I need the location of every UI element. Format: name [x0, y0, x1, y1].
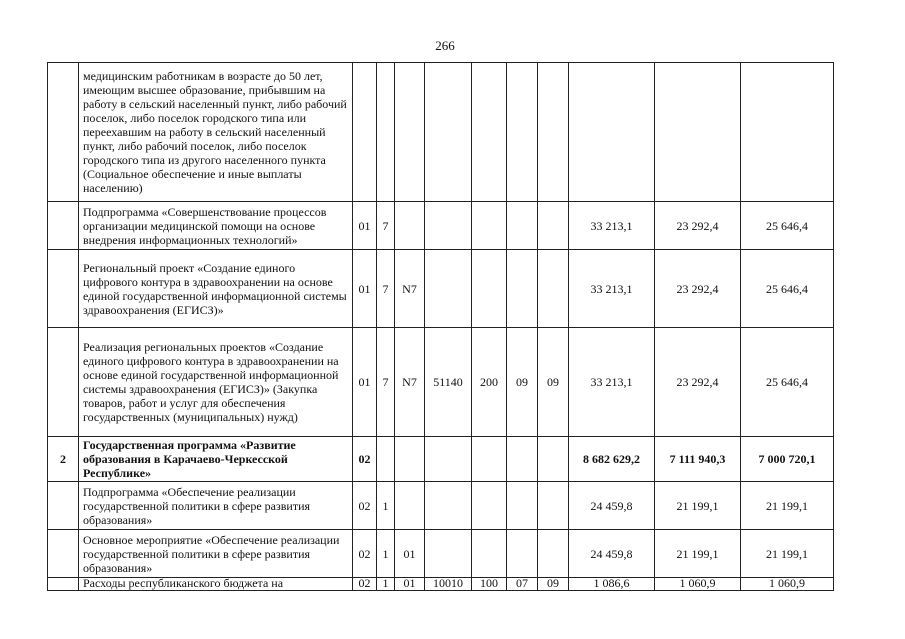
amount-year-3-cell: 21 199,1	[741, 482, 834, 530]
row-number-cell	[48, 250, 79, 328]
table-row	[48, 63, 834, 202]
row-number-cell	[48, 530, 79, 578]
expense-direction-code-cell: 10010	[425, 578, 472, 591]
expense-direction-code-cell	[425, 63, 472, 202]
program-code-cell: 02	[353, 578, 377, 591]
main-event-code-cell	[395, 63, 425, 202]
table-row	[48, 530, 834, 578]
amount-year-3-cell: 1 060,9	[741, 578, 834, 591]
table-row	[48, 437, 834, 482]
subprogram-code-cell: 1	[377, 530, 395, 578]
subprogram-code-cell: 7	[377, 202, 395, 250]
amount-year-2-cell: 7 111 940,3	[655, 437, 741, 482]
expense-direction-code-cell: 51140	[425, 328, 472, 437]
subsection-code-cell	[538, 482, 569, 530]
main-event-code-cell	[395, 437, 425, 482]
expense-direction-code-cell	[425, 250, 472, 328]
expense-type-code-cell	[472, 482, 507, 530]
section-code-cell	[507, 63, 538, 202]
section-code-cell	[507, 437, 538, 482]
amount-year-2-cell: 23 292,4	[655, 250, 741, 328]
page-number: 266	[435, 38, 455, 53]
amount-year-3-cell: 25 646,4	[741, 250, 834, 328]
main-event-code-cell	[395, 482, 425, 530]
subsection-code-cell	[538, 437, 569, 482]
row-number-cell	[48, 63, 79, 202]
amount-year-2-cell: 1 060,9	[655, 578, 741, 591]
expense-type-code-cell	[472, 202, 507, 250]
amount-year-1-cell: 33 213,1	[569, 328, 655, 437]
row-number-cell	[48, 578, 79, 591]
section-code-cell: 09	[507, 328, 538, 437]
table-row	[48, 328, 834, 437]
program-code-cell: 02	[353, 437, 377, 482]
amount-year-2-cell: 21 199,1	[655, 530, 741, 578]
amount-year-2-cell: 23 292,4	[655, 328, 741, 437]
row-number-cell: 2	[48, 437, 79, 482]
amount-year-2-cell: 23 292,4	[655, 202, 741, 250]
amount-year-2-cell: 21 199,1	[655, 482, 741, 530]
row-number-cell	[48, 328, 79, 437]
budget-table	[47, 62, 834, 591]
expense-direction-code-cell	[425, 530, 472, 578]
amount-year-1-cell: 33 213,1	[569, 250, 655, 328]
table-body	[48, 63, 834, 591]
amount-year-1-cell: 33 213,1	[569, 202, 655, 250]
expense-type-code-cell	[472, 530, 507, 578]
program-code-cell: 02	[353, 530, 377, 578]
subprogram-code-cell: 7	[377, 250, 395, 328]
expense-type-code-cell: 200	[472, 328, 507, 437]
subsection-code-cell	[538, 202, 569, 250]
amount-year-3-cell: 7 000 720,1	[741, 437, 834, 482]
program-code-cell: 01	[353, 328, 377, 437]
amount-year-3-cell: 25 646,4	[741, 328, 834, 437]
subprogram-code-cell: 7	[377, 328, 395, 437]
section-code-cell	[507, 250, 538, 328]
expense-type-code-cell	[472, 437, 507, 482]
section-code-cell: 07	[507, 578, 538, 591]
item-name-cell: Основное мероприятие «Обеспечение реализации государственной политики в сфере развития образования»	[79, 530, 353, 578]
expense-type-code-cell	[472, 63, 507, 202]
row-number-cell	[48, 482, 79, 530]
subsection-code-cell	[538, 63, 569, 202]
subprogram-code-cell: 1	[377, 578, 395, 591]
table-row	[48, 202, 834, 250]
program-code-cell: 01	[353, 250, 377, 328]
item-name-cell: Региональный проект «Создание единого цифрового контура в здравоохранении на основе единой государственной информационной системы здравоохранения (ЕГИСЗ)»	[79, 250, 353, 328]
section-code-cell	[507, 482, 538, 530]
program-code-cell: 01	[353, 202, 377, 250]
row-number-cell	[48, 202, 79, 250]
expense-type-code-cell	[472, 250, 507, 328]
subsection-code-cell	[538, 530, 569, 578]
amount-year-3-cell	[741, 63, 834, 202]
subprogram-code-cell: 1	[377, 482, 395, 530]
main-event-code-cell: 01	[395, 578, 425, 591]
subsection-code-cell: 09	[538, 578, 569, 591]
main-event-code-cell: 01	[395, 530, 425, 578]
subsection-code-cell	[538, 250, 569, 328]
amount-year-3-cell: 21 199,1	[741, 530, 834, 578]
amount-year-2-cell	[655, 63, 741, 202]
section-code-cell	[507, 530, 538, 578]
program-code-cell	[353, 63, 377, 202]
expense-direction-code-cell	[425, 437, 472, 482]
subprogram-code-cell	[377, 63, 395, 202]
table-row	[48, 578, 834, 591]
subsection-code-cell: 09	[538, 328, 569, 437]
amount-year-1-cell: 8 682 629,2	[569, 437, 655, 482]
main-event-code-cell: N7	[395, 250, 425, 328]
main-event-code-cell	[395, 202, 425, 250]
item-name-cell: Подпрограмма «Обеспечение реализации государственной политики в сфере развития образования»	[79, 482, 353, 530]
expense-direction-code-cell	[425, 482, 472, 530]
program-code-cell: 02	[353, 482, 377, 530]
amount-year-1-cell: 1 086,6	[569, 578, 655, 591]
item-name-cell: Государственная программа «Развитие образования в Карачаево-Черкесской Республике»	[79, 437, 353, 482]
amount-year-3-cell: 25 646,4	[741, 202, 834, 250]
item-name-cell: Реализация региональных проектов «Создание единого цифрового контура в здравоохранении на основе единой государственной информационной системы здравоохранения (ЕГИСЗ)» (Закупка товаров, работ и услуг для обеспечения государственных (муниципальных) нужд)	[79, 328, 353, 437]
main-event-code-cell: N7	[395, 328, 425, 437]
amount-year-1-cell: 24 459,8	[569, 482, 655, 530]
amount-year-1-cell	[569, 63, 655, 202]
expense-type-code-cell: 100	[472, 578, 507, 591]
amount-year-1-cell: 24 459,8	[569, 530, 655, 578]
table-row	[48, 250, 834, 328]
expense-direction-code-cell	[425, 202, 472, 250]
item-name-cell: медицинским работникам в возрасте до 50 лет, имеющим высшее образование, прибывшим на работу в сельский населенный пункт, либо рабочий поселок, либо поселок городского типа или переехавшим на работу в сельский населенный пункт, либо рабочий поселок, либо поселок городского типа из другого населенного пункта (Социальное обеспечение и иные выплаты населению)	[79, 63, 353, 202]
subprogram-code-cell	[377, 437, 395, 482]
item-name-cell: Расходы республиканского бюджета на	[79, 578, 353, 591]
section-code-cell	[507, 202, 538, 250]
item-name-cell: Подпрограмма «Совершенствование процессов организации медицинской помощи на основе внедрения информационных технологий»	[79, 202, 353, 250]
table-row	[48, 482, 834, 530]
